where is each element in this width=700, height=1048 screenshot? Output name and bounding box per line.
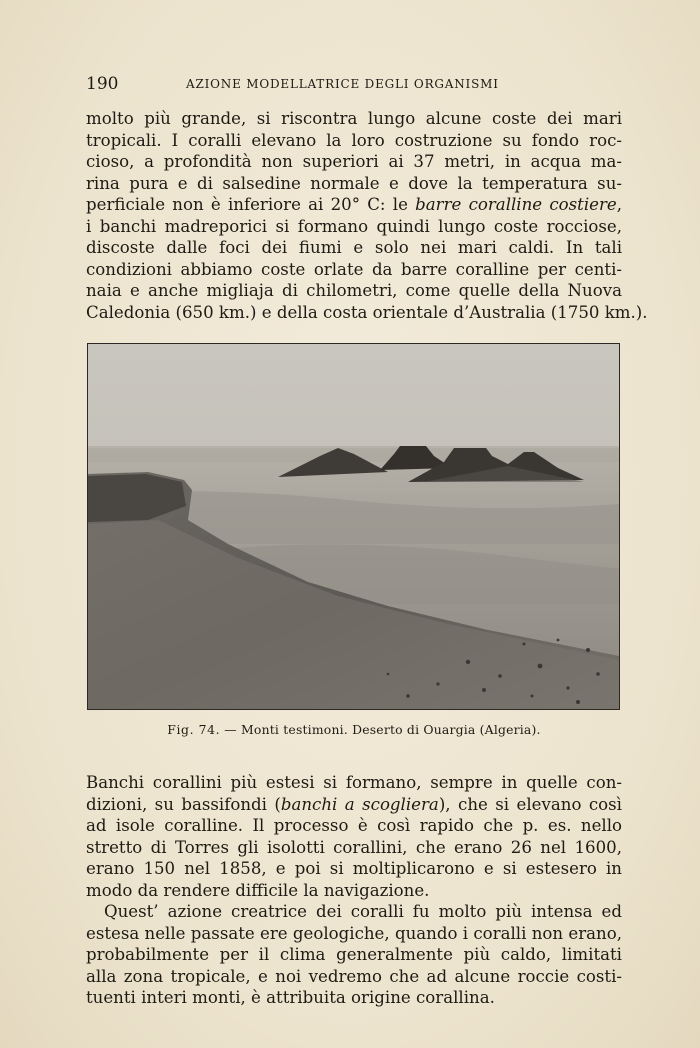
- text-line: tuenti interi monti, è attribuita origine corallina.: [86, 988, 495, 1007]
- photograph-desert-buttes: [87, 343, 620, 710]
- text-segment: ), che si elevano così: [438, 794, 622, 814]
- text-line: probabilmente per il clima generalmente più caldo, limitati: [86, 945, 622, 964]
- text-line: molto più grande, si riscontra lungo alcune coste dei mari: [86, 109, 622, 128]
- running-title: AZIONE MODELLATRICE DEGLI ORGANISMI: [186, 77, 499, 91]
- text-line: stretto di Torres gli isolotti corallini, che erano 26 nel 1600,: [86, 837, 622, 857]
- text-line: condizioni abbiamo coste orlate da barre coralline per centi-: [86, 259, 622, 279]
- paragraph-2: [86, 772, 622, 901]
- text-line: alla zona tropicale, e noi vedremo che ad alcune roccie costi-: [86, 966, 622, 986]
- text-line: Caledonia (650 km.) e della costa orientale d’Australia (1750 km.).: [86, 302, 648, 322]
- text-line: rina pura e di salsedine normale e dove la temperatura su-: [86, 173, 622, 193]
- text-segment: ,: [616, 195, 622, 214]
- paragraph-1: [86, 108, 648, 323]
- text-line: cioso, a profondità non superiori ai 37 metri, in acqua ma-: [86, 152, 622, 171]
- figure-caption: [86, 722, 622, 737]
- page-number: 190: [86, 74, 119, 94]
- figure-caption-text: — Monti testimoni. Deserto di Ouargia (Algeria).: [224, 722, 541, 737]
- text-line: estesa nelle passate ere geologiche, quando i coralli non erano,: [86, 923, 622, 943]
- text-line: modo da rendere difficile la navigazione.: [86, 880, 430, 900]
- text-segment: perficiale non è inferiore ai 20° C: le: [86, 195, 416, 214]
- text-line: ad isole coralline. Il processo è così rapido che p. es. nello: [86, 816, 622, 835]
- figure-label: Fig. 74.: [167, 722, 221, 737]
- text-line: tropicali. I coralli elevano la loro costruzione su fondo roc-: [86, 130, 622, 150]
- text-line: [86, 194, 622, 216]
- text-line: Quest’ azione creatrice dei coralli fu molto più intensa ed: [104, 902, 622, 921]
- italic-term: banchi a scogliera: [280, 794, 439, 814]
- text-line: [86, 794, 622, 816]
- text-segment: dizioni, su bassifondi (: [86, 794, 281, 814]
- text-line: naia e anche migliaja di chilometri, come quelle della Nuova: [86, 281, 622, 300]
- text-line: discoste dalle foci dei fiumi e solo nei mari caldi. In tali: [86, 238, 622, 257]
- page-header: [86, 72, 620, 96]
- paragraph-3: [86, 901, 622, 1009]
- italic-term: barre coralline costiere: [415, 195, 617, 214]
- text-line: erano 150 nel 1858, e poi si moltiplicarono e si estesero in: [86, 859, 622, 878]
- text-line: i banchi madreporici si formano quindi lungo coste rocciose,: [86, 216, 622, 236]
- text-line: Banchi corallini più estesi si formano, sempre in quelle con-: [86, 773, 622, 792]
